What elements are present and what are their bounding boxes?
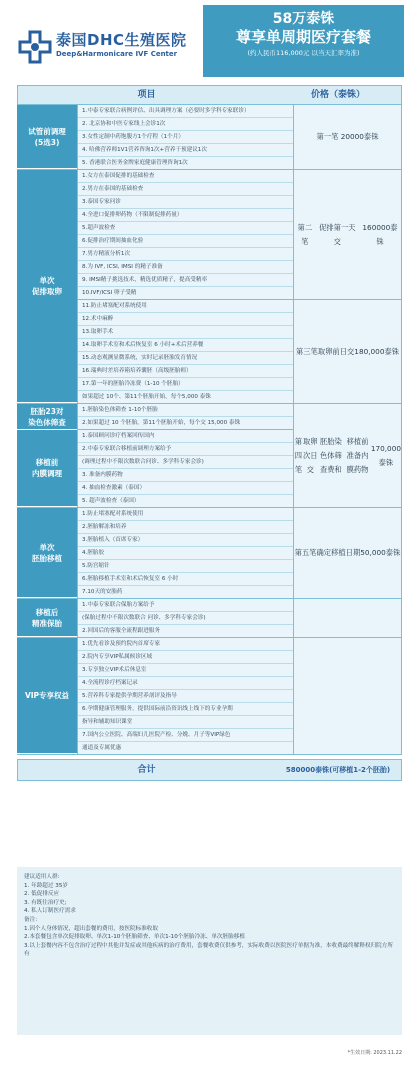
package-item: 1.女方在泰国促排的基础检查: [78, 170, 293, 183]
group-items: [77, 300, 294, 403]
package-item: 2.如果超过 10 个胚胎，第11个胚胎开始，每个交 15,000 泰铢: [82, 420, 241, 426]
column-item-header: 项目: [137, 90, 156, 100]
note-line: 备注：: [24, 916, 41, 923]
package-item: 4.全进口促排卵药物（不限制促排药量）: [78, 209, 293, 222]
logo-text: [56, 32, 187, 59]
price-line: 确定移植日期: [316, 548, 361, 557]
package-group: [17, 599, 402, 638]
package-item: 4. 抽血检查激素（泰国）: [78, 482, 293, 495]
package-item: 7.男方精液分析1次: [78, 248, 293, 261]
package-item: 1.防止堵塞配对系统使用: [78, 508, 293, 521]
price-line: 第五笔: [294, 548, 317, 557]
column-price-header: 价格（泰铢）: [310, 90, 365, 100]
package-item: (保胎过程中不限次数联合 问诊、多学科专家会诊): [78, 612, 293, 625]
price-cell: [294, 599, 402, 637]
package-item: 3. 准备内膜药物: [78, 469, 293, 482]
package-item: 3.胚胎植入（首席专家）: [78, 534, 293, 547]
package-item: 5. 香港联合医务金牌家庭健康管理咨询1次: [82, 160, 188, 166]
note-line: 1.因个人身体情况，超出套餐的费用，按医院标准收取: [24, 925, 158, 932]
package-item: 1.胚胎染色体筛查 1-10个胚胎: [78, 404, 293, 417]
package-item: 5.营养科专家提供孕期营养剖评及指导: [78, 690, 293, 703]
note-line: 2.本套餐包含单次促排取卵、单次1-10个胚胎筛查、单次1-10个胚胎冷冻、单次胚胎移植: [24, 934, 245, 941]
package-group: [17, 404, 402, 508]
price-line: 180,000泰铢: [354, 346, 400, 356]
note-line: 3. 有既往治疗史;: [24, 899, 67, 906]
package-item: 6.孕期健康管理服务，提供国际前沿资讯线上线下的专业孕期: [78, 703, 293, 716]
notes-list: [24, 873, 395, 959]
package-item: 1.中泰专家联合保胎方案给予: [78, 599, 293, 612]
package-item: 17.第一年的胚胎冷冻费（1-10 个胚胎）: [78, 378, 293, 391]
package-item: 2.男方在泰国的基础检查: [78, 183, 293, 196]
effective-date: *生效日期: 2023.11.22: [347, 1050, 402, 1056]
package-item: 1.中泰专家联合病例评估、出具调理方案（必要时多学科专家联诊）: [78, 105, 293, 118]
price-cell: [294, 404, 402, 507]
package-item: 15.动态观测显微系统，实时记录胚胎发育情况: [78, 352, 293, 365]
price-line: 胚胎染色体筛查费和: [319, 436, 342, 474]
package-item: 8.为 IVF, ICSI, IMSI 的精子准备: [78, 261, 293, 274]
package-item: 2.胚胎解冻和培养: [78, 521, 293, 534]
package-item: 7.国内公立医院、高端妇儿医院产检、分娩、月子等VIP绿色: [78, 729, 293, 742]
package-title-box: [203, 5, 404, 77]
group-label: 单次 胚胎移植: [17, 508, 77, 598]
package-item: 3.专享独立VIP术后休息室: [78, 664, 293, 677]
package-group: [17, 638, 402, 755]
total-value: 580000泰铢(可移植1-2个胚胎): [285, 766, 391, 774]
price-line: 促排第一天交: [319, 222, 356, 246]
package-item: 4.胚胎胶: [78, 547, 293, 560]
package-item: 通道及专属优惠: [82, 745, 122, 751]
price-line: 移植前准备内膜药物: [346, 436, 369, 474]
package-item: 2.院内专享VIP私属候诊区域: [78, 651, 293, 664]
package-item: 1.优先看诊及预约院内首席专家: [78, 638, 293, 651]
price-line: 50,000泰铢: [360, 548, 401, 557]
package-item: 16.瑞典时差培养箱培养囊胚（高级胚胎师）: [78, 365, 293, 378]
group-items: [77, 508, 294, 598]
price-cell: [294, 300, 402, 403]
package-item: 3.泰国专家问诊: [78, 196, 293, 209]
price-cell: [294, 508, 402, 598]
logo-name-en: Deep&Harmonicare IVF Center: [56, 50, 178, 58]
group-subrow: [17, 430, 294, 507]
package-item: 6.促排治疗期间抽血化验: [78, 235, 293, 248]
package-item: 9. IMSI精子挑选技术，精选优质精子，提高受精率: [78, 274, 293, 287]
price-line: 第三笔: [295, 346, 318, 356]
package-rmb-note: (约人民币116,000元 以当天汇率为准): [247, 49, 360, 57]
package-group: [17, 170, 402, 404]
group-subrow: [17, 404, 294, 430]
note-line: 4. 私人订制医疗需求: [24, 908, 76, 915]
group-label: 移植后 精准保胎: [17, 599, 77, 637]
group-split: [77, 170, 402, 403]
group-items: [77, 105, 294, 169]
package-table: [17, 85, 402, 781]
group-split: [17, 404, 294, 507]
package-item: 如果超过 10个、第11个胚胎开始，每个5,000 泰铢: [82, 394, 211, 400]
package-price-title: 58万泰铢: [272, 11, 335, 27]
header: [0, 0, 419, 82]
package-item: 13.取卵手术: [78, 326, 293, 339]
group-subrow: [77, 300, 402, 403]
price-line: 160000泰铢: [362, 222, 398, 246]
package-group: [17, 105, 402, 170]
note-line: 2. 低促排反应: [24, 891, 60, 898]
package-item: 7.10天的安胎药: [82, 589, 123, 595]
logo-name-cn: 泰国DHC生殖医院: [56, 31, 187, 49]
note-line: 1. 年龄超过 35岁: [24, 882, 68, 889]
package-name-title: 尊享单周期医疗套餐: [235, 28, 371, 46]
price-cell: [294, 105, 402, 169]
package-item: 指导和辅助知识课堂: [78, 716, 293, 729]
group-items: [77, 404, 294, 430]
price-line: 取卵前日交: [317, 346, 355, 356]
package-item: 5. 超声波检查（泰国）: [82, 498, 140, 504]
price-line: 第四笔: [294, 436, 303, 474]
price-line: 170,000 泰铢: [370, 443, 401, 467]
package-item: 4. 哈佛营养师1V1营养咨询1次+营养干预建议1次: [78, 144, 293, 157]
group-items: [77, 638, 294, 754]
package-item: 5.超声波检查: [78, 222, 293, 235]
price-line: 第二笔: [297, 222, 313, 246]
package-item: 10.IVF/ICSI 卵子受精: [82, 290, 137, 296]
total-label: 合计: [137, 765, 156, 775]
group-subrow: [77, 170, 402, 300]
notes-box: [17, 867, 402, 1035]
group-items: [77, 599, 294, 637]
group-label: 单次 促排取卵: [17, 170, 77, 403]
group-items: [77, 170, 294, 300]
group-label: 移植前 内膜调理: [17, 430, 77, 507]
group-label: 试管前调理 (5选3): [17, 105, 77, 169]
table-body: [17, 105, 402, 755]
total-row: [17, 759, 402, 781]
package-item: 12.术中麻醉: [78, 313, 293, 326]
hospital-logo-icon: [18, 30, 52, 64]
package-item: 14.取卵手术室和术后恢复室 6 小时+术后营养餐: [78, 339, 293, 352]
group-label: VIP专享权益: [17, 638, 77, 754]
price-cell: [294, 638, 402, 754]
package-item: 4.全流程诊疗档案记录: [78, 677, 293, 690]
package-item: 5.防宫缩针: [78, 560, 293, 573]
price-line: 第一笔 20000泰铢: [316, 132, 379, 141]
package-item: 2. 北京协和中医专家线上会诊1次: [78, 118, 293, 131]
price-line: 取卵次日交: [302, 436, 318, 474]
package-item: 3.女性定制中药饱腹方1个疗程（1个月）: [78, 131, 293, 144]
group-label: 胚胎23对 染色体筛查: [17, 404, 77, 430]
package-item: 2.中泰专家联合移植前调理方案给予: [78, 443, 293, 456]
package-item: 6.胚胎移植手术室和术后恢复室 6 小时: [78, 573, 293, 586]
package-group: [17, 508, 402, 599]
package-item: (调理过程中不限次数联合问诊、多学科专家会诊): [78, 456, 293, 469]
group-items: [77, 430, 294, 507]
table-header: [17, 85, 402, 105]
package-item: 1.泰国顾问诊疗档案回传国内: [78, 430, 293, 443]
note-line: 建议适用人群:: [24, 874, 60, 880]
price-cell: [294, 170, 402, 300]
package-item: 2.回国后的客服全流程跟进服务: [82, 628, 161, 634]
package-item: 11.防止堵塞配对系统使用: [78, 300, 293, 313]
note-line: 3.以上套餐内容不包含治疗过程中其他并发症或其他疾病的治疗费用，套餐收费仅供参考，实际收费以医院医疗单据为准，本收费最终解释权归院方所有: [24, 942, 393, 958]
